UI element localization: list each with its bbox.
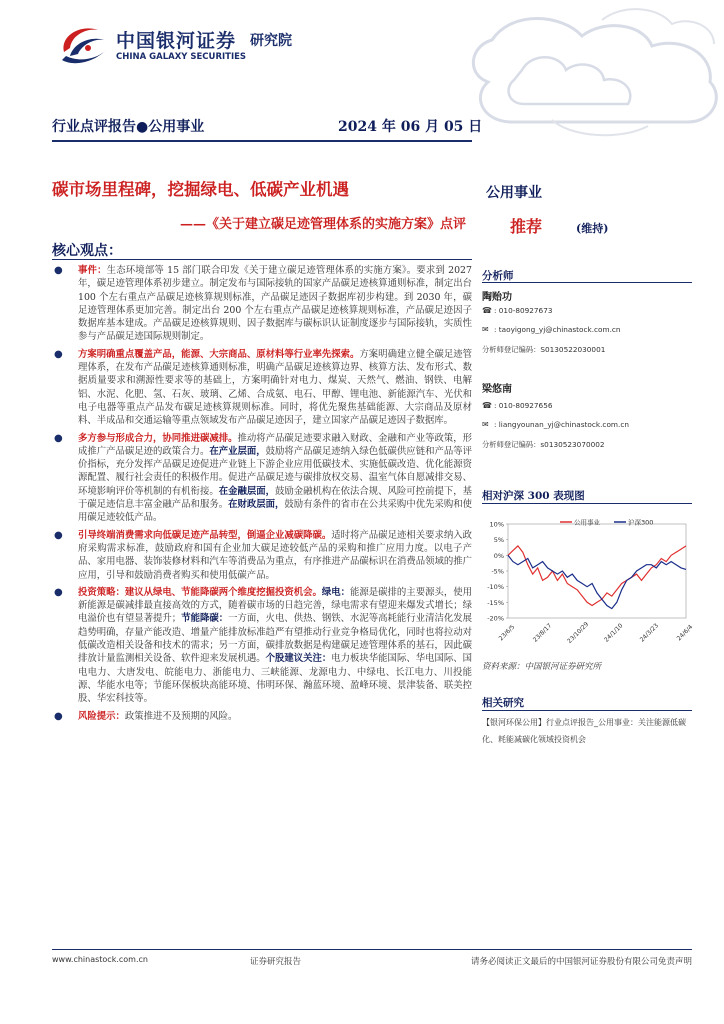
y-tick-label: 10% [489, 520, 504, 529]
y-tick-label: -5% [491, 567, 504, 576]
series-line-0 [508, 546, 686, 606]
bullet-subheading: 在财政层面， [228, 499, 285, 511]
analyst-phone: ☎ : 010-80927673 [482, 306, 553, 315]
bullet-cooperation [52, 432, 472, 525]
chart-source: 资料来源：中国银河证券研究所 [482, 662, 602, 672]
bullet-subheading: 在产业层面， [209, 445, 266, 457]
bullet-heading: 多方参与形成合力，协同推进碳减排。 [78, 432, 238, 444]
y-tick-label: 5% [493, 536, 504, 545]
bullet-body: 生态环境部等 15 部门联合印发《关于建立碳足迹管理体系的实施方案》。要求到 2027 年，碳足迹管理体系初步建立。制定发布与国际接轨的国家产品碳足迹核算通则标准，制定出台 100 个左右重点产品碳足迹核算规则标准，产品碳足迹因子数据库初步构建。到 2030 年，碳足迹管理体系更加完善。制定出台 200 个左右重点产品碳足迹核算规则标准，产品碳足迹因子数据库基本建成。产品碳足迹核算规则、因子数据库与碳标识认证制度逐步与国际接轨，实质性参与产品碳足迹国际规则制定。 [78, 265, 472, 343]
legend-label: 公用事业 [574, 518, 600, 527]
sidebar-rating-note: (维持) [576, 222, 609, 235]
report-title: 碳市场里程碑，挖掘绿电、低碳产业机遇 [52, 180, 349, 199]
bullet-body: 电力板块华能国际、华电国际、国电电力、大唐发电、皖能电力、浙能电力、三峡能源、龙源电力、中绿电、长江电力、川投能源、华能水电等；节能环保板块高能环境、伟明环保、瀚蓝环境、盈峰环境、景津装备、联美控股、华宏科技等。 [78, 653, 472, 705]
bullet-consumption [52, 529, 472, 582]
relative-performance-chart [482, 514, 695, 654]
analyst-email[interactable]: ✉ : liangyounan_yj@chinastock.com.cn [482, 420, 629, 429]
bullet-body: 推动将产品碳足迹要求融入财政、金融和产业等政策，形成推广产品碳足迹的政策合力。 [78, 432, 472, 457]
bullet-risk [52, 710, 472, 723]
report-type: 行业点评报告●公用事业 [52, 119, 205, 135]
bullet-dot-icon: ● [54, 529, 63, 541]
bullet-heading: 引导终端消费需求向低碳足迹产品转型，倒逼企业减碳降碳。 [78, 529, 332, 541]
cloud-decoration-icon [452, 0, 724, 155]
bullet-body: 鼓励金融机构在依法合规、风险可控前提下，基于碳足迹信息丰富金融产品和服务。 [78, 485, 472, 511]
footer-url[interactable]: www.chinastock.com.cn [52, 955, 148, 964]
brand-institute: 研究院 [250, 33, 292, 49]
bullet-event [52, 264, 472, 344]
x-tick-label: 23/10/29 [566, 620, 591, 645]
analyst-name: 梁悠南 [482, 384, 512, 395]
x-tick-label: 24/1/10 [603, 622, 625, 644]
header-divider [52, 140, 472, 142]
brand-name-en: CHINA GALAXY SECURITIES [116, 52, 247, 62]
series-line-1 [508, 555, 686, 608]
bullet-body: 一方面，火电、供热、钢铁、水泥等高耗能行业清洁化发展趋势明确，存量产能改造、增量产能排放标准趋严有望推动行业竞争格局优化，同时也将拉动对低碳改造相关设备和技术的需求；另一方面，碳排放数据是构建碳足迹管理体系的基石，因此碳排放计量监测相关设备、软件迎来发展机遇。 [78, 613, 472, 665]
bullet-body: 鼓励有条件的省市在公共采购中优先采购和使用碳足迹较低产品。 [78, 499, 472, 524]
mail-icon: ✉ [482, 420, 489, 429]
y-tick-label: 0% [493, 551, 504, 560]
bullet-dot-icon: ● [54, 265, 63, 276]
footer-label: 证券研究报告 [250, 957, 302, 967]
galaxy-logo-icon [58, 22, 110, 66]
y-tick-label: -10% [487, 583, 504, 592]
legend-label: 沪深300 [628, 518, 654, 527]
sidebar-rating: 推荐 [510, 217, 543, 236]
y-tick-label: -20% [487, 614, 504, 623]
related-divider [482, 710, 692, 711]
analyst-phone: ☎ : 010-80927656 [482, 401, 553, 410]
report-subtitle: ——《关于建立碳足迹管理体系的实施方案》点评 [179, 217, 466, 232]
analyst-registration: 分析师登记编码：s0130523070002 [482, 440, 605, 449]
x-tick-label: 24/3/23 [638, 622, 660, 644]
sidebar-sector: 公用事业 [486, 185, 542, 201]
bullet-dot-icon: ● [54, 432, 63, 444]
bullet-dot-icon: ● [54, 586, 63, 598]
footer-disclaimer: 请务必阅读正文最后的中国银河证券股份有限公司免责声明 [470, 957, 692, 967]
bullet-subheading: 个股建议关注： [265, 653, 332, 665]
analysts-divider [482, 282, 692, 283]
bullet-dot-icon: ● [54, 710, 63, 722]
related-heading: 相关研究 [482, 697, 524, 709]
bullet-body: 方案明确建立健全碳足迹管理体系，在发布产品碳足迹核算通则标准，明确产品碳足迹核算边界、核算方法、发布形式、数据质量要求和溯源性要求等的基础上，方案明确针对电力、煤炭、天然气、燃油、钢铁、电解铝、水泥、化肥、氢、石灰、玻璃、乙烯、合成氨、电石、甲醇、锂电池、新能源汽车、光伏和电子电器等重点产品发布碳足迹核算规则标准。同时，将优先聚焦基础能源、大宗商品及原材料、半成品和交通运输等重点领域发布产品碳足迹因子，建立国家产品碳足迹因子数据库。 [78, 348, 472, 427]
phone-icon: ☎ [482, 401, 492, 410]
footer-divider [52, 949, 692, 950]
bullet-coverage [52, 348, 472, 428]
analyst-registration: 分析师登记编码：S0130522030001 [482, 345, 606, 354]
bullet-body: 能源是碳排的主要源头，使用新能源是碳减排最直接高效的方式，随着碳市场的日趋完善，绿电需求有望迎来爆发式增长；绿电溢价也有望显著提升； [78, 586, 472, 625]
bullet-strategy [52, 586, 472, 706]
x-tick-label: 24/6/4 [675, 623, 695, 643]
chart-divider [482, 503, 692, 504]
bullet-heading: 事件： [78, 265, 107, 276]
bullet-body: 鼓励将产品碳足迹纳入绿色低碳供应链和产品等评价指标，充分发挥产品碳足迹促进产业链上下游企业应用低碳技术、实施低碳改造、优化能源资源配置、履行社会责任的积极作用。促进产品碳足迹与碳排放权交易、温室气体自愿减排交易、环境影响评价等机制的有机衔接。 [78, 445, 472, 497]
bullet-heading: 方案明确重点覆盖产品，能源、大宗商品、原材料等行业率先探索。 [78, 348, 360, 360]
bullet-subheading: 在金融层面， [218, 485, 275, 497]
mail-icon: ✉ [482, 325, 489, 334]
report-date: 2024 年 06 月 05 日 [338, 119, 483, 135]
x-tick-label: 23/8/17 [531, 622, 554, 644]
y-tick-label: -15% [487, 598, 504, 607]
phone-icon: ☎ [482, 306, 492, 315]
bullet-dot-icon: ● [54, 348, 63, 360]
core-heading: 核心观点： [52, 243, 122, 259]
core-divider [52, 259, 472, 260]
analyst-name: 陶贻功 [482, 292, 512, 303]
analyst-email[interactable]: ✉ : taoyigong_yj@chinastock.com.cn [482, 325, 621, 334]
analysts-heading: 分析师 [482, 270, 514, 282]
x-tick-label: 23/6/5 [497, 623, 517, 643]
bullet-subheading: 节能降碳： [181, 613, 229, 625]
related-research-link[interactable]: 【银河环保公用】行业点评报告_公用事业：关注能源低碳化、耗能减碳化领域投资机会 [482, 718, 686, 744]
bullet-subheading: 绿电： [321, 586, 351, 598]
brand-name-cn: 中国银河证券 [116, 30, 237, 52]
bullet-body: 政策推进不及预期的风险。 [124, 710, 238, 722]
bullet-heading: 投资策略：建议从绿电、节能降碳两个维度挖掘投资机会。 [78, 586, 322, 598]
chart-heading: 相对沪深 300 表现图 [482, 490, 585, 502]
core-points-list [52, 264, 472, 727]
bullet-body: 适时将产品碳足迹相关要求纳入政府采购需求标准，鼓励政府和国有企业加大碳足迹较低产品的采购和推广应用力度。以电子产品、家用电器、装饰装修材料和汽车等消费品为重点，有序推进产品碳标识在消费品领域的推广应用，引导和鼓励消费者购买和使用低碳产品。 [78, 529, 472, 581]
bullet-heading: 风险提示： [78, 710, 125, 722]
